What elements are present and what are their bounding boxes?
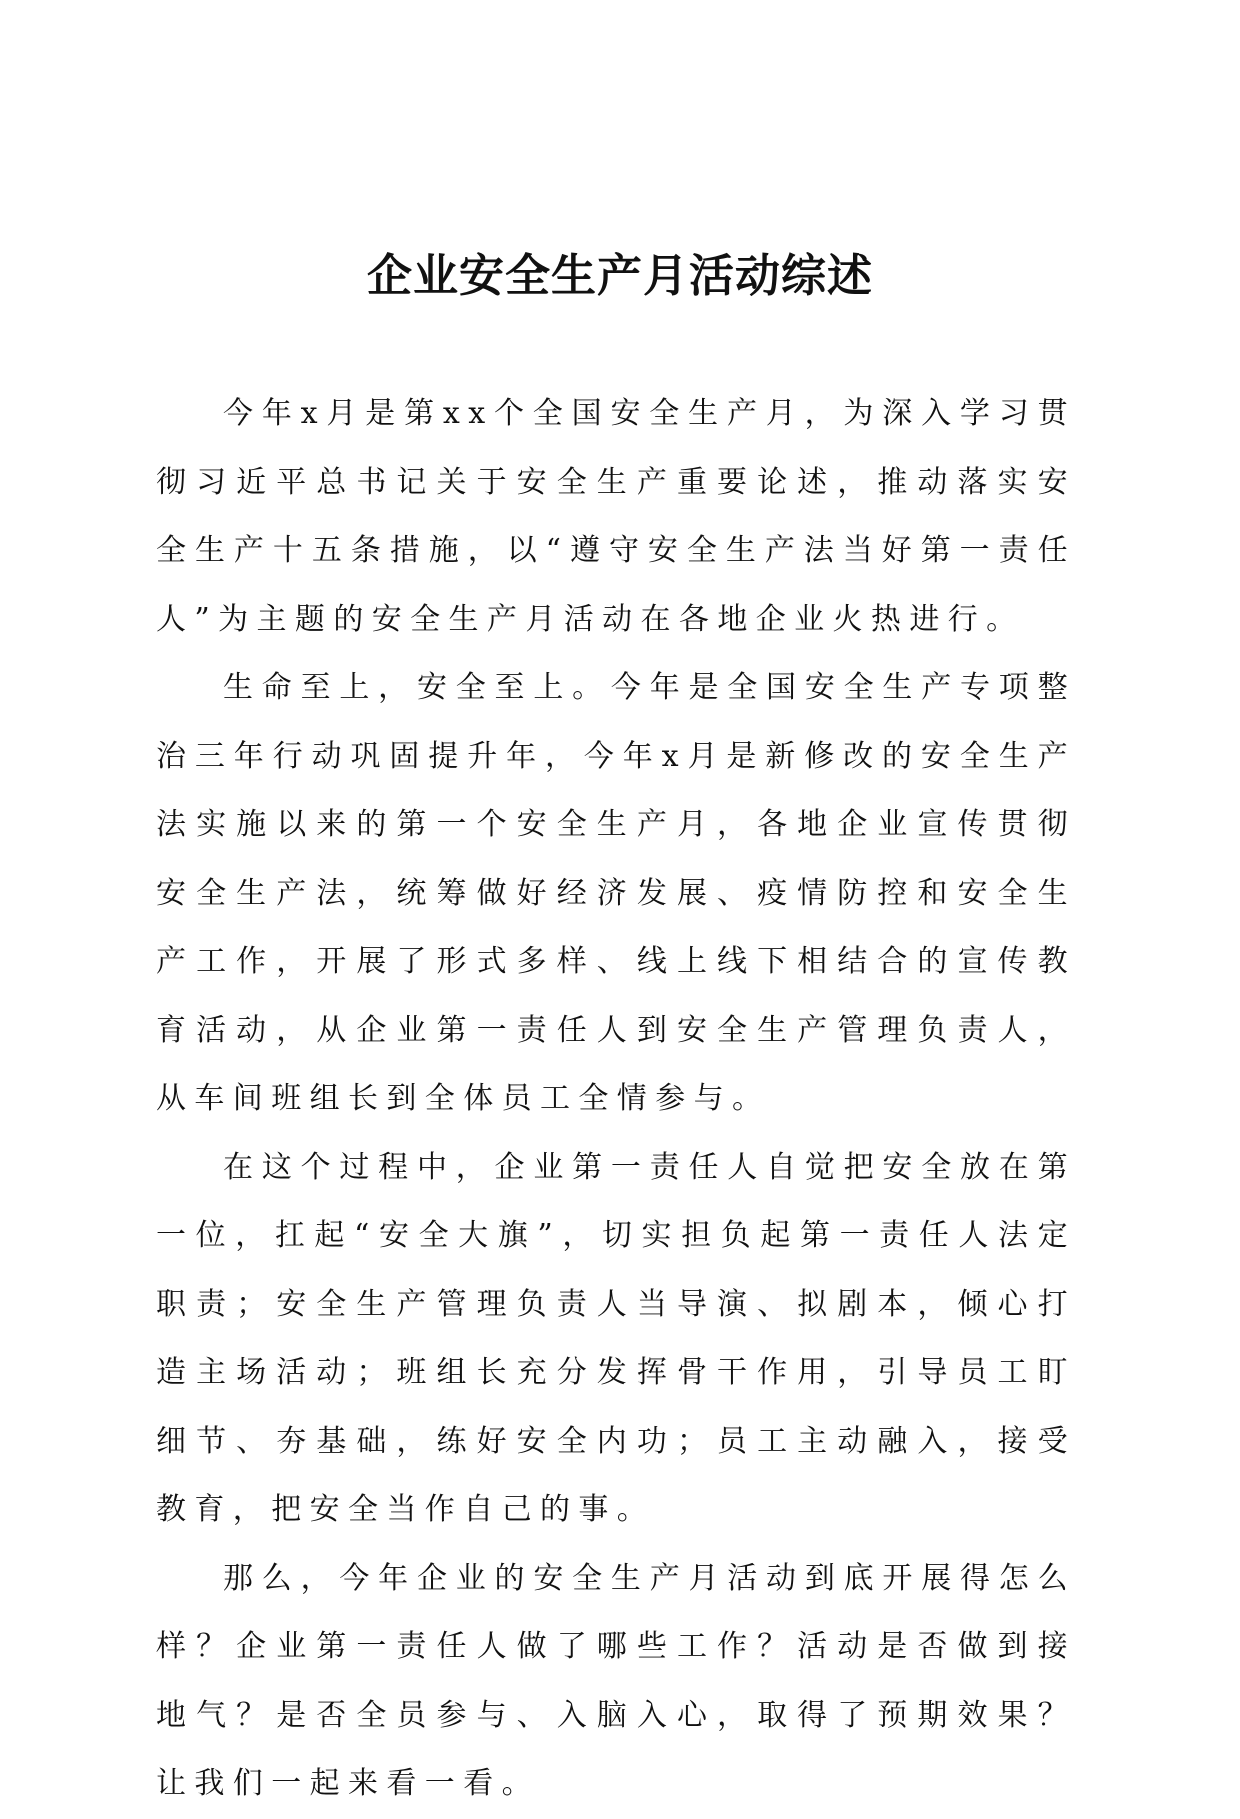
- paragraph-3: 在这个过程中，企业第一责任人自觉把安全放在第一位，扛起“安全大旗”，切实担负起第一责任人法定职责；安全生产管理负责人当导演、拟剧本，倾心打造主场活动；班组长充分发挥骨干作用，引导员工盯细节、夯基础，练好安全内功；员工主动融入，接受教育，把安全当作自己的事。: [156, 1149, 1076, 1527]
- paragraph-1: 今年x月是第xx个全国安全生产月，为深入学习贯彻习近平总书记关于安全生产重要论述，推动落实安全生产十五条措施，以“遵守安全生产法当好第一责任人”为主题的安全生产月活动在各地企业火热进行。: [156, 396, 1076, 637]
- paragraph-4: 那么，今年企业的安全生产月活动到底开展得怎么样？企业第一责任人做了哪些工作？活动是否做到接地气？是否全员参与、入脑入心，取得了预期效果？让我们一起来看一看。: [156, 1560, 1076, 1801]
- document-title: 企业安全生产月活动综述: [366, 249, 873, 302]
- paragraph-2: 生命至上，安全至上。今年是全国安全生产专项整治三年行动巩固提升年，今年x月是新修改的安全生产法实施以来的第一个安全生产月，各地企业宣传贯彻安全生产法，统筹做好经济发展、疫情防控和安全生产工作，开展了形式多样、线上线下相结合的宣传教育活动，从企业第一责任人到安全生产管理负责人，从车间班组长到全体员工全情参与。: [156, 670, 1076, 1116]
- document-body: [156, 380, 1076, 1819]
